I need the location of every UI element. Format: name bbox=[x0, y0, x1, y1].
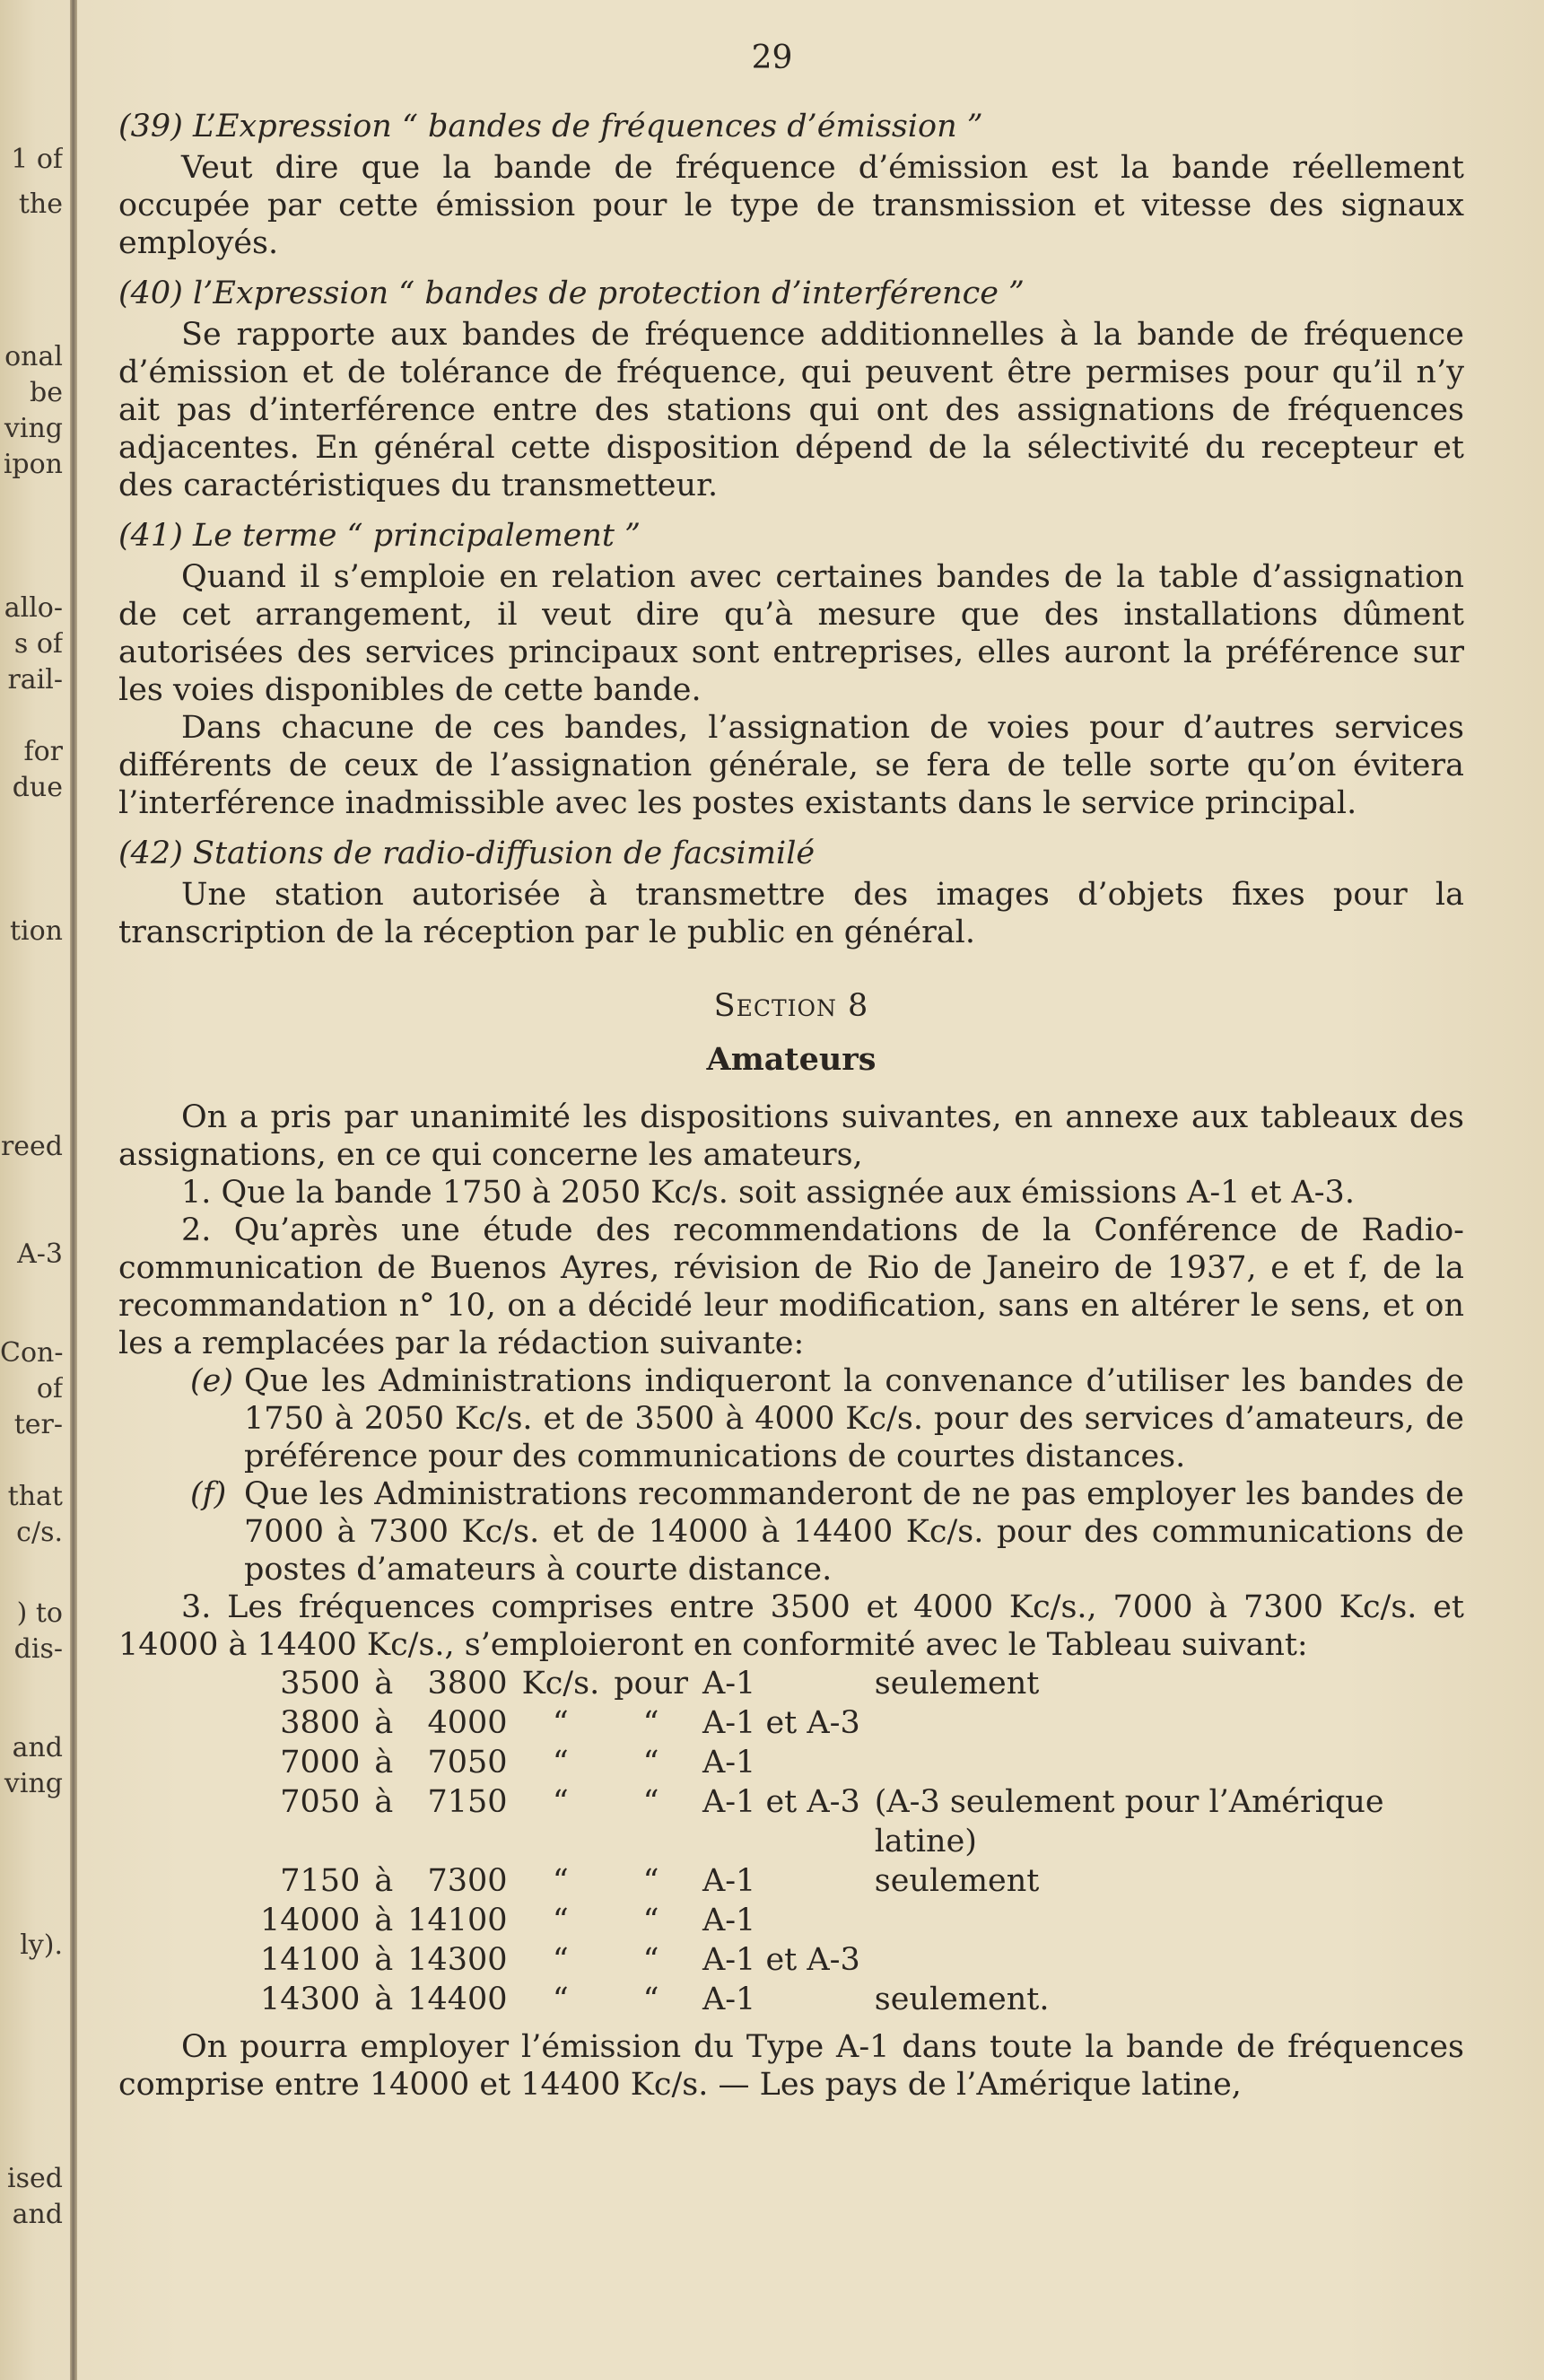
margin-fragment: rail- bbox=[7, 664, 63, 696]
definition-paragraph: Se rapporte aux bandes de fréquence additionnelles à la bande de fréquence d’émission et de tolérance de fréquence, qui peuvent être permises pour qu’il n’y ait pas d’interférence entre des stations qui ont des assignations de fréquences adjacentes. En général cette disposition dépend de la sélectivité du recepteur et des caractéristiques du transmetteur. bbox=[118, 317, 1464, 503]
table-cell-a: à bbox=[374, 1863, 394, 1899]
table-cell-emission: A-1 et A-3 bbox=[702, 1705, 860, 1741]
table-cell-note bbox=[868, 1901, 1420, 1940]
sub-item-letter: (e) bbox=[190, 1363, 234, 1399]
table-cell-emission: A-1 bbox=[702, 1863, 756, 1899]
table-cell-to: 7300 bbox=[427, 1863, 508, 1899]
table-cell-unit: “ bbox=[552, 1784, 569, 1820]
table-cell-a: à bbox=[374, 1705, 394, 1741]
section-item-3: 3. Les fréquences comprises entre 3500 et 4000 Kc/s., 7000 à 7300 Kc/s. et 14000 à 14400 Kc/s., s’emploieront en conformité avec le Tableau suivant: bbox=[118, 1589, 1464, 1663]
margin-fragment: onal bbox=[4, 341, 63, 372]
definition-block bbox=[118, 517, 1464, 822]
table-cell-unit: “ bbox=[552, 1903, 569, 1938]
definition-title: l’Expression “ bandes de protection d’interférence ” bbox=[193, 276, 1025, 311]
sub-item-letter: (f) bbox=[190, 1476, 227, 1512]
definition-heading bbox=[118, 517, 1464, 555]
definitions-list bbox=[118, 108, 1464, 951]
definition-paragraph: Quand il s’emploie en relation avec certaines bandes de la table d’assignation de cet arrangement, il veut dire qu’à mesure que des installations dûment autorisées des services principaux sont entreprises, elles auront la préférence sur les voies disponibles de cette bande. bbox=[118, 559, 1464, 708]
page-number: 29 bbox=[751, 39, 793, 76]
margin-fragment: Con- bbox=[0, 1337, 63, 1369]
margin-fragment: due bbox=[12, 772, 63, 803]
table-cell-note bbox=[868, 1743, 1420, 1782]
table-cell-pour: “ bbox=[642, 1982, 659, 2017]
table-cell-emission: A-1 bbox=[702, 1745, 756, 1781]
sub-item bbox=[190, 1475, 1464, 1588]
table-cell-from: 7150 bbox=[280, 1863, 361, 1899]
table-cell-emission: A-1 bbox=[702, 1903, 756, 1938]
margin-fragment: c/s. bbox=[16, 1517, 63, 1548]
table-cell-pour: “ bbox=[642, 1863, 659, 1899]
margin-fragment: ving bbox=[4, 1768, 63, 1799]
table-cell-emission: A-1 bbox=[702, 1982, 756, 2017]
definition-title: Stations de radio-diffusion de facsimilé bbox=[193, 836, 816, 871]
table-cell-note: seulement bbox=[874, 1666, 1040, 1702]
table-cell-pour: “ bbox=[642, 1903, 659, 1938]
table-row bbox=[253, 1743, 1420, 1782]
section-closing: On pourra employer l’émission du Type A-1 dans toute la bande de fréquences comprise entre 14000 et 14400 Kc/s. — Les pays de l’Amérique latine, bbox=[118, 2029, 1464, 2103]
frequency-table bbox=[253, 1664, 1420, 2019]
margin-fragment: and bbox=[12, 2199, 63, 2230]
table-cell-from: 14000 bbox=[260, 1903, 361, 1938]
margin-fragment: dis- bbox=[13, 1633, 63, 1665]
definition-number: (42) bbox=[118, 836, 183, 871]
table-cell-a: à bbox=[374, 1903, 394, 1938]
definition-paragraph: Une station autorisée à transmettre des images d’objets fixes pour la transcription de la réception par le public en général. bbox=[118, 877, 1464, 950]
definition-number: (39) bbox=[118, 109, 183, 144]
table-cell-unit: “ bbox=[552, 1863, 569, 1899]
definition-title: Le terme “ principalement ” bbox=[193, 518, 641, 554]
table-cell-pour: “ bbox=[642, 1745, 659, 1781]
table-cell-pour: “ bbox=[642, 1784, 659, 1820]
table-row bbox=[253, 1940, 1420, 1980]
table-cell-from: 14300 bbox=[260, 1982, 361, 2017]
sub-items-list bbox=[118, 1362, 1464, 1588]
margin-fragment: ) to bbox=[16, 1597, 63, 1629]
table-row bbox=[253, 1664, 1420, 1703]
sub-item-text: Que les Administrations indiqueront la convenance d’utiliser les bandes de 1750 à 2050 Kc/s. et de 3500 à 4000 Kc/s. pour des services d’amateurs, de préférence pour des communications de courtes distances. bbox=[244, 1363, 1464, 1474]
sub-item bbox=[190, 1362, 1464, 1475]
table-cell-pour: “ bbox=[642, 1705, 659, 1741]
section-item-1: 1. Que la bande 1750 à 2050 Kc/s. soit assignée aux émissions A-1 et A-3. bbox=[181, 1175, 1355, 1211]
margin-fragment: allo- bbox=[4, 592, 63, 624]
definition-paragraph: Veut dire que la bande de fréquence d’émission est la bande réellement occupée par cette émission pour le type de transmission et vitesse des signaux employés. bbox=[118, 150, 1464, 261]
table-cell-a: à bbox=[374, 1745, 394, 1781]
table-cell-a: à bbox=[374, 1982, 394, 2017]
margin-fragment: ly). bbox=[20, 1929, 63, 1961]
definition-heading bbox=[118, 835, 1464, 872]
definition-title: L’Expression “ bandes de fréquences d’émission ” bbox=[193, 109, 983, 144]
table-cell-note: (A-3 seulement pour l’Amérique latine) bbox=[874, 1784, 1384, 1859]
table-cell-to: 14400 bbox=[407, 1982, 508, 2017]
margin-fragment: ter- bbox=[13, 1409, 63, 1440]
table-row bbox=[253, 1901, 1420, 1940]
table-cell-to: 14300 bbox=[407, 1942, 508, 1978]
table-cell-note bbox=[868, 1703, 1420, 1743]
margin-fragment: that bbox=[7, 1481, 63, 1512]
table-cell-unit: “ bbox=[552, 1942, 569, 1978]
margin-fragment: tion bbox=[9, 915, 63, 947]
definition-block bbox=[118, 835, 1464, 951]
section-intro: On a pris par unanimité les dispositions suivantes, en annexe aux tableaux des assignations, en ce qui concerne les amateurs, bbox=[118, 1099, 1464, 1173]
table-cell-a: à bbox=[374, 1784, 394, 1820]
table-cell-unit: “ bbox=[552, 1982, 569, 2017]
margin-fragment: s of bbox=[13, 628, 63, 660]
table-cell-emission: A-1 bbox=[702, 1666, 756, 1702]
definition-heading bbox=[118, 275, 1464, 312]
table-row bbox=[253, 1703, 1420, 1743]
table-cell-to: 7050 bbox=[427, 1745, 508, 1781]
definition-heading bbox=[118, 108, 1464, 145]
section-subtitle: Amateurs bbox=[706, 1041, 877, 1078]
table-cell-from: 3800 bbox=[280, 1705, 361, 1741]
margin-fragment: and bbox=[12, 1732, 63, 1763]
table-cell-unit: “ bbox=[552, 1705, 569, 1741]
margin-fragment: ipon bbox=[3, 449, 63, 480]
table-cell-to: 4000 bbox=[427, 1705, 508, 1741]
margin-fragment: be bbox=[30, 377, 63, 408]
definition-paragraph: Dans chacune de ces bandes, l’assignation de voies pour d’autres services différents de ceux de l’assignation générale, se fera de telle sorte qu’on évitera l’interférence inadmissible avec les postes existants dans le service principal. bbox=[118, 710, 1464, 821]
table-cell-emission: A-1 et A-3 bbox=[702, 1784, 860, 1820]
margin-fragment: ised bbox=[7, 2163, 63, 2194]
table-cell-note bbox=[868, 1940, 1420, 1980]
book-gutter bbox=[70, 0, 77, 2380]
table-cell-emission: A-1 et A-3 bbox=[702, 1942, 860, 1978]
definition-number: (41) bbox=[118, 518, 183, 554]
margin-fragment: 1 of bbox=[11, 144, 63, 175]
margin-fragment: of bbox=[36, 1373, 63, 1404]
table-cell-unit: Kc/s. bbox=[521, 1666, 600, 1702]
table-cell-a: à bbox=[374, 1666, 394, 1702]
table-cell-from: 3500 bbox=[280, 1666, 361, 1702]
table-cell-pour: “ bbox=[642, 1942, 659, 1978]
sub-item-text: Que les Administrations recommanderont de ne pas employer les bandes de 7000 à 7300 Kc/s. et de 14000 à 14400 Kc/s. pour des communications de postes d’amateurs à courte distance. bbox=[244, 1476, 1464, 1588]
definition-number: (40) bbox=[118, 276, 183, 311]
table-cell-a: à bbox=[374, 1942, 394, 1978]
margin-fragment: ving bbox=[4, 413, 63, 444]
table-cell-from: 7050 bbox=[280, 1784, 361, 1820]
margin-fragment: for bbox=[23, 736, 63, 767]
table-cell-from: 14100 bbox=[260, 1942, 361, 1978]
section-item-2: 2. Qu’après une étude des recommendations de la Conférence de Radio-communication de Buenos Ayres, révision de Rio de Janeiro de 1937, e et f, de la recommandation n° 10, on a décidé leur modification, sans en altérer le sens, et on les a remplacées par la rédaction suivante: bbox=[118, 1212, 1464, 1361]
table-row bbox=[253, 1980, 1420, 2019]
table-cell-note: seulement bbox=[874, 1863, 1040, 1899]
table-cell-unit: “ bbox=[552, 1745, 569, 1781]
margin-fragment: reed bbox=[0, 1131, 63, 1162]
table-cell-from: 7000 bbox=[280, 1745, 361, 1781]
table-row bbox=[253, 1782, 1420, 1861]
table-cell-to: 14100 bbox=[407, 1903, 508, 1938]
page-content bbox=[118, 108, 1464, 2104]
table-cell-to: 3800 bbox=[427, 1666, 508, 1702]
margin-fragment: the bbox=[18, 188, 63, 220]
margin-fragment: A-3 bbox=[17, 1238, 63, 1270]
definition-block bbox=[118, 275, 1464, 504]
section-title: Section 8 bbox=[713, 988, 869, 1024]
table-row bbox=[253, 1861, 1420, 1901]
table-cell-to: 7150 bbox=[427, 1784, 508, 1820]
definition-block bbox=[118, 108, 1464, 262]
table-cell-note: seulement. bbox=[874, 1982, 1050, 2017]
table-cell-pour: pour bbox=[614, 1666, 688, 1702]
